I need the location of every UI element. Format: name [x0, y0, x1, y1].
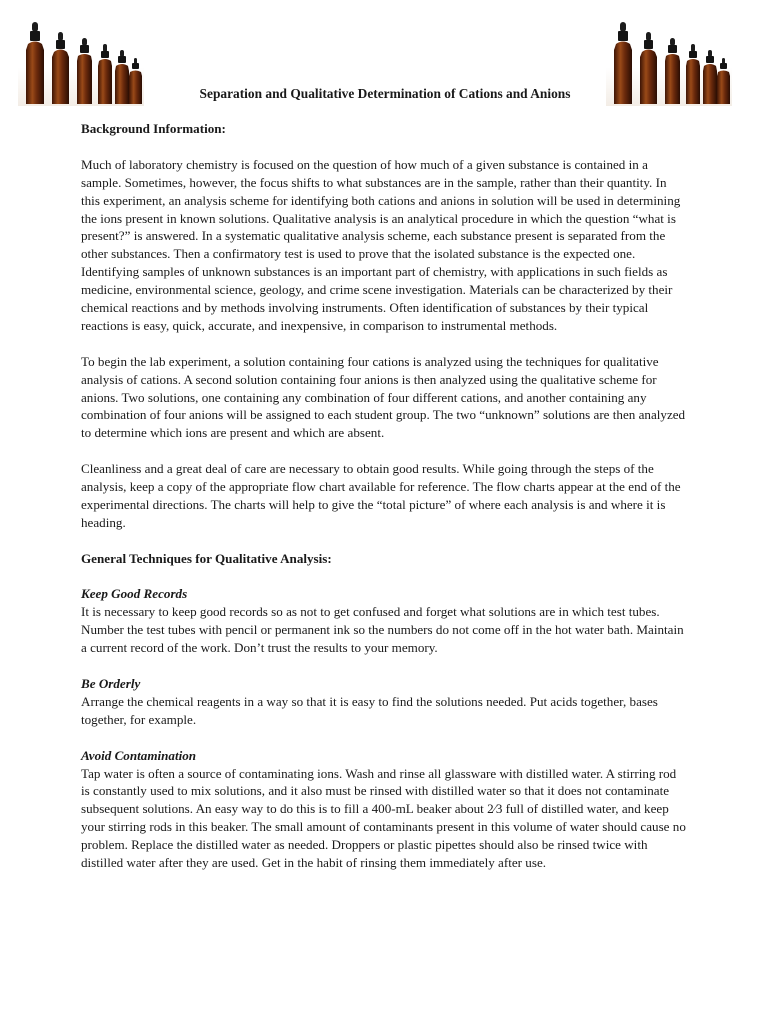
section-heading-records: Keep Good Records	[81, 586, 188, 602]
document-body	[81, 120, 687, 872]
intro-paragraph: Much of laboratory chemistry is focused on the question of how much of a given substance is contained in a sample. Sometimes, however, the focus shifts to what substances are in the sample, rather than their quantity. In this experiment, an analysis scheme for identifying both cations and anions in solution will be used in determining the ions present in known solutions. Qualitative analysis is an analytical procedure in which the question “what is present?” is answered. In a systematic qualitative analysis scheme, each substance present is separated from the other substances. Then a confirmatory test is used to prove that the isolated substance is the expected one. Identifying samples of unknown substances is an important part of chemistry, with applications in such fields as medicine, environmental science, geology, and crime scene investigation. Materials can be characterized by their chemical reactions and by methods involving instruments. Often identification of substances by their typical reactions is easy, quick, accurate, and inexpensive, in comparison to instrumental methods.	[81, 156, 681, 333]
dropper-bottles-illustration	[606, 20, 732, 106]
procedure-paragraph: To begin the lab experiment, a solution containing four cations is analyzed using the techniques for qualitative analysis of cations. A second solution containing four anions is then analyzed using the qualitative scheme for anions. Two solutions, one containing any combination of four different cations, and another containing any combination of four anions will be assigned to each student group. The two “unknown” solutions are then analyzed to determine which ions are present and which are absent.	[81, 353, 686, 441]
section-body-orderly: Arrange the chemical reagents in a way so that it is easy to find the solutions needed. Put acids together, bases together, for example.	[81, 693, 658, 727]
techniques-heading: General Techniques for Qualitative Analysis:	[81, 550, 332, 566]
background-heading: Background Information:	[81, 121, 226, 136]
section-body-contamination: Tap water is often a source of contaminating ions. Wash and rinse all glassware with distilled water. A stirring rod is constantly used to mix solutions, and it also must be rinsed with distilled water so that it does not contaminate subsequent solutions. An easy way to do this is to fill a 400-mL beaker about 2⁄3 full of distilled water, and keep your stirring rods in this beaker. The small amount of contaminants present in this volume of water should cause no problem. Replace the distilled water as needed. Droppers or plastic pipettes should also be rinsed twice with distilled water after they are used. Get in the habit of rinsing them immediately after use.	[81, 765, 686, 871]
dropper-bottles-image-left	[18, 20, 144, 106]
dropper-bottles-image-right	[606, 20, 732, 106]
section-heading-contamination: Avoid Contamination	[81, 747, 197, 763]
section-body-records: It is necessary to keep good records so as not to get confused and forget what solutions are in which test tubes. Number the test tubes with pencil or permanent ink so the numbers do not come off in the hot water bath. Maintain a current record of the work. Don’t trust the results to your memory.	[81, 604, 684, 656]
cleanliness-paragraph: Cleanliness and a great deal of care are necessary to obtain good results. While going through the steps of the analysis, keep a copy of the appropriate flow chart available for reference. The flow charts appear at the end of the experimental directions. The charts will help to give the “total picture” of where each analysis is and where it is heading.	[81, 461, 681, 530]
dropper-bottles-illustration	[18, 20, 144, 106]
section-heading-orderly: Be Orderly	[81, 676, 141, 691]
document-title: Separation and Qualitative Determination of Cations and Anions	[199, 86, 571, 101]
